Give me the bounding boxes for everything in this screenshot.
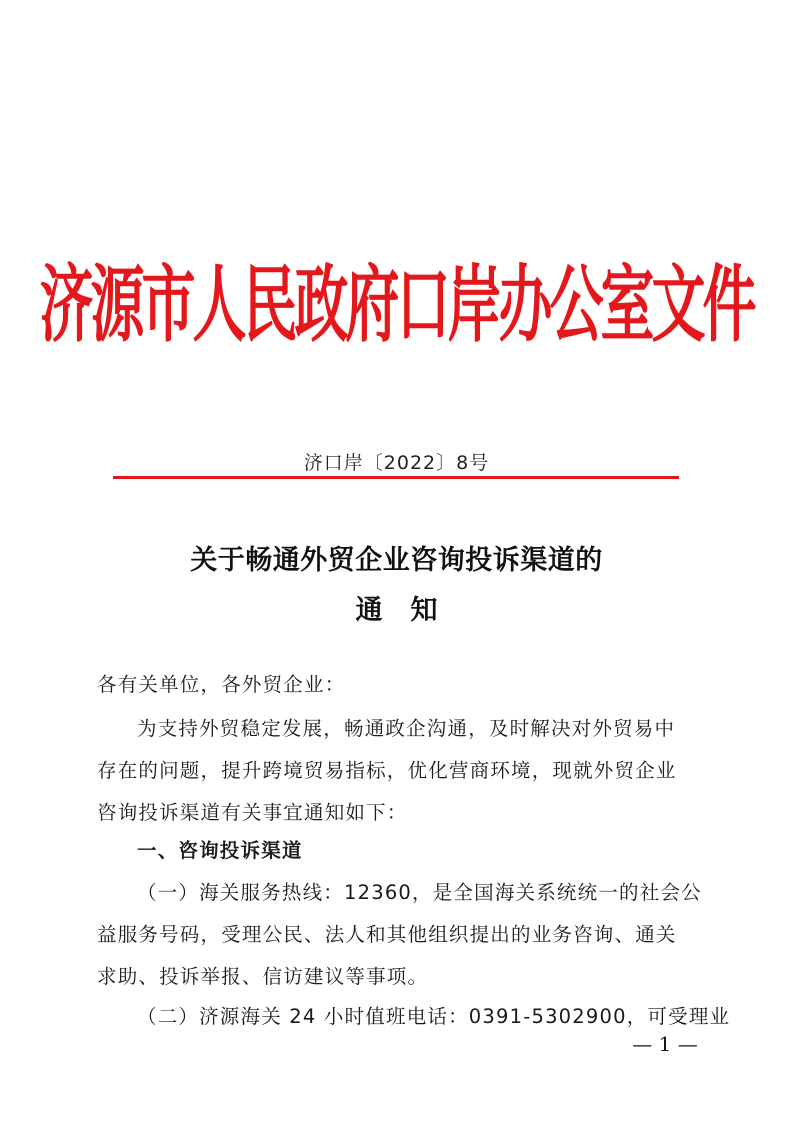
salutation: 各有关单位，各外贸企业： bbox=[97, 673, 346, 696]
notice-title-line1: 关于畅通外贸企业咨询投诉渠道的 bbox=[190, 545, 603, 576]
item1-line1: （一）海关服务热线：12360，是全国海关系统统一的社会公 bbox=[137, 881, 702, 904]
page-number: — 1 — bbox=[632, 1032, 698, 1056]
item1-line3: 求助、投诉举报、信访建议等事项。 bbox=[97, 965, 429, 988]
item2-line1: （二）济源海关 24 小时值班电话：0391-5302900，可受理业 bbox=[137, 1005, 731, 1028]
intro-paragraph-line3: 咨询投诉渠道有关事宜通知如下： bbox=[97, 801, 408, 824]
red-separator-line bbox=[113, 476, 679, 479]
notice-title-line2: 通知 bbox=[355, 595, 466, 626]
issuer-title: 济源市人民政府口岸办公室文件 bbox=[39, 254, 754, 354]
intro-paragraph-line1: 为支持外贸稳定发展，畅通政企沟通，及时解决对外贸易中 bbox=[137, 717, 676, 740]
item1-line2: 益服务号码，受理公民、法人和其他组织提出的业务咨询、通关 bbox=[97, 923, 677, 946]
section-heading-channels: 一、咨询投诉渠道 bbox=[137, 839, 303, 862]
document-number: 济口岸〔2022〕8号 bbox=[303, 452, 490, 474]
intro-paragraph-line2: 存在的问题，提升跨境贸易指标，优化营商环境，现就外贸企业 bbox=[97, 759, 677, 782]
